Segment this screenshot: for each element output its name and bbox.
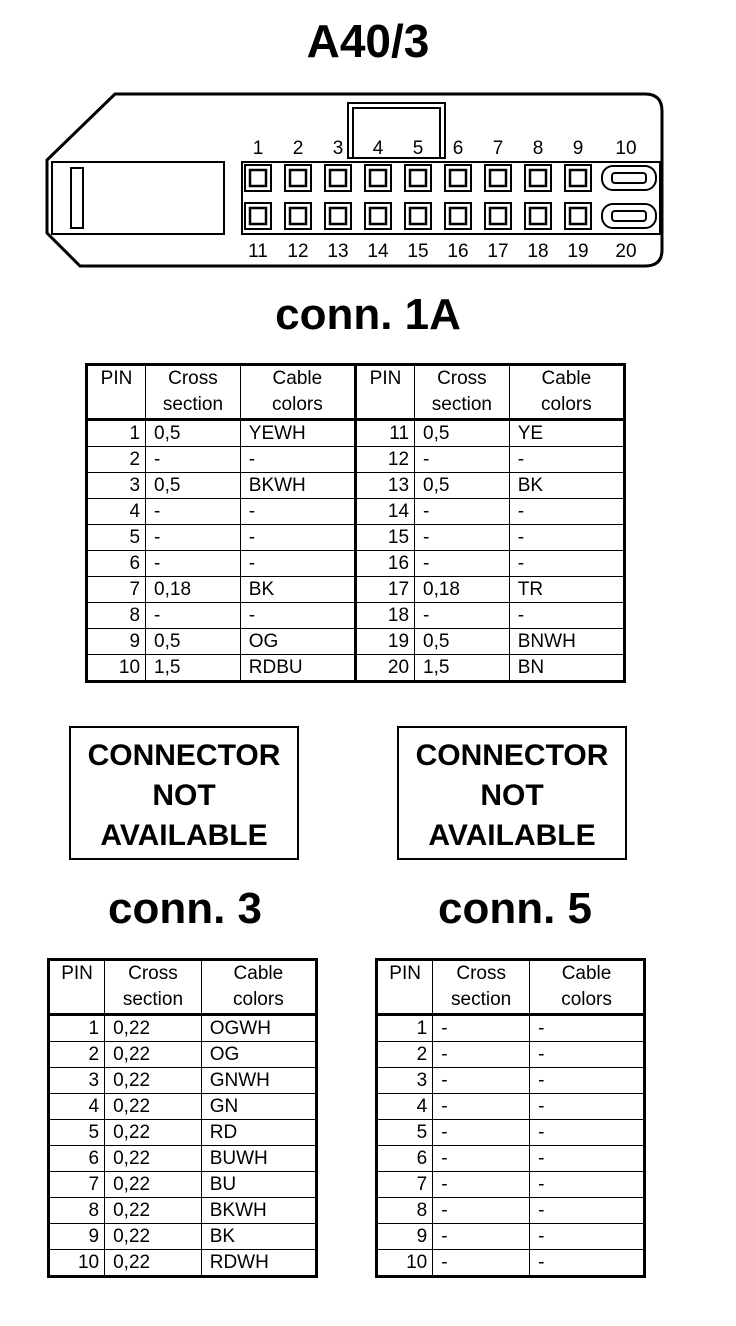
cable-color-cell: GN: [201, 1094, 316, 1120]
cable-color-cell: BU: [201, 1172, 316, 1198]
table-row: [49, 1042, 317, 1068]
pin-number-label: 17: [487, 241, 509, 262]
cross-section-cell: -: [433, 1068, 530, 1094]
cable-color-cell: -: [530, 1146, 645, 1172]
conn-3-label: conn. 3: [107, 884, 263, 933]
pin-number-cell: 4: [377, 1094, 433, 1120]
cross-section-cell: -: [146, 499, 241, 525]
cross-section-cell: -: [146, 551, 241, 577]
header-pin: PIN: [49, 960, 105, 1015]
cable-color-cell: -: [240, 525, 355, 551]
pin-number-cell: 2: [87, 447, 146, 473]
not-available-text: AVAILABLE: [428, 819, 596, 852]
pin-number-cell: 1: [377, 1015, 433, 1042]
pin-number-label: 12: [287, 241, 309, 262]
cable-color-cell: -: [509, 499, 624, 525]
pin-number-label: 6: [452, 138, 464, 159]
pin-number-label: 16: [447, 241, 469, 262]
pin-number-label: 2: [292, 138, 304, 159]
cross-section-cell: 1,5: [146, 655, 241, 682]
table-row: [49, 1250, 317, 1277]
conn-5-label: conn. 5: [437, 884, 593, 933]
pin-number-cell: 10: [377, 1250, 433, 1277]
cross-section-cell: 0,5: [146, 473, 241, 499]
pin-number-cell: 9: [87, 629, 146, 655]
pin-cavity-inner: [290, 170, 306, 186]
cross-section-cell: 0,22: [105, 1015, 202, 1042]
pin-cavity-inner: [330, 170, 346, 186]
pin-number-cell: 17: [355, 577, 414, 603]
power-pin-cavity: [602, 204, 656, 228]
pin-number-cell: 1: [87, 420, 146, 447]
pin-number-label: 10: [615, 138, 637, 159]
table-header-row: [87, 365, 625, 420]
table-header-row: [377, 960, 645, 1015]
pin-number-cell: 10: [49, 1250, 105, 1277]
cable-color-cell: RD: [201, 1120, 316, 1146]
pin-number-cell: 4: [49, 1094, 105, 1120]
cable-color-cell: BNWH: [509, 629, 624, 655]
pin-number-label: 3: [332, 138, 344, 159]
cross-section-cell: -: [415, 603, 510, 629]
cross-section-cell: -: [146, 447, 241, 473]
pin-number-cell: 11: [355, 420, 414, 447]
table-row: [49, 1068, 317, 1094]
pin-number-cell: 9: [377, 1224, 433, 1250]
cable-color-cell: -: [530, 1015, 645, 1042]
pin-number-cell: 8: [49, 1198, 105, 1224]
cable-color-cell: OGWH: [201, 1015, 316, 1042]
table-header-row: [49, 960, 317, 1015]
header-cross-section: Cross section: [415, 365, 510, 420]
table-row: [87, 525, 625, 551]
cable-color-cell: BKWH: [240, 473, 355, 499]
cable-color-cell: YEWH: [240, 420, 355, 447]
cross-section-cell: -: [433, 1120, 530, 1146]
pin-number-cell: 5: [87, 525, 146, 551]
pin-number-cell: 6: [87, 551, 146, 577]
header-cross-section: Cross section: [146, 365, 241, 420]
cross-section-cell: -: [433, 1224, 530, 1250]
cross-section-cell: 0,5: [415, 420, 510, 447]
cross-section-cell: 0,22: [105, 1094, 202, 1120]
cable-color-cell: -: [530, 1172, 645, 1198]
cable-color-cell: BK: [509, 473, 624, 499]
header-cable-colors: Cable colors: [509, 365, 624, 420]
pin-number-cell: 18: [355, 603, 414, 629]
not-available-text: AVAILABLE: [100, 819, 268, 852]
cross-section-cell: -: [433, 1198, 530, 1224]
power-pin-cavity: [602, 166, 656, 190]
table-row: [87, 603, 625, 629]
connector-not-available-box-5: [397, 726, 627, 860]
header-cable-colors: Cable colors: [201, 960, 316, 1015]
not-available-text: CONNECTOR: [415, 739, 609, 772]
table-row: [87, 499, 625, 525]
pin-number-label: 7: [492, 138, 504, 159]
cable-color-cell: -: [530, 1068, 645, 1094]
cable-color-cell: -: [509, 603, 624, 629]
pin-cavity-inner: [410, 208, 426, 224]
cable-color-cell: TR: [509, 577, 624, 603]
cable-color-cell: -: [240, 447, 355, 473]
table-row: [377, 1224, 645, 1250]
pin-number-label: 11: [248, 241, 268, 262]
table-row: [49, 1094, 317, 1120]
conn-5-table: [375, 958, 646, 1278]
pin-number-cell: 10: [87, 655, 146, 682]
cross-section-cell: 0,5: [415, 473, 510, 499]
pin-number-cell: 7: [377, 1172, 433, 1198]
pin-number-cell: 12: [355, 447, 414, 473]
cable-color-cell: -: [240, 551, 355, 577]
cable-color-cell: BK: [201, 1224, 316, 1250]
cable-color-cell: -: [530, 1042, 645, 1068]
table-row: [377, 1172, 645, 1198]
table-row: [49, 1120, 317, 1146]
table-row: [87, 551, 625, 577]
pin-cavity-inner: [330, 208, 346, 224]
cross-section-cell: -: [146, 603, 241, 629]
pin-number-cell: 1: [49, 1015, 105, 1042]
pin-number-cell: 15: [355, 525, 414, 551]
cross-section-cell: -: [146, 525, 241, 551]
cable-color-cell: -: [240, 499, 355, 525]
pin-cavity-inner: [530, 170, 546, 186]
table-row: [87, 447, 625, 473]
cable-color-cell: -: [530, 1120, 645, 1146]
pin-number-cell: 8: [377, 1198, 433, 1224]
pin-number-label: 20: [615, 241, 637, 262]
top-pin-cavities: [245, 165, 656, 191]
table-row: [87, 420, 625, 447]
pin-number-cell: 6: [377, 1146, 433, 1172]
pin-number-label: 19: [567, 241, 589, 262]
header-cable-colors: Cable colors: [530, 960, 645, 1015]
cross-section-cell: -: [433, 1172, 530, 1198]
cross-section-cell: -: [415, 447, 510, 473]
table-row: [377, 1015, 645, 1042]
not-available-text: NOT: [480, 779, 544, 812]
table-row: [87, 473, 625, 499]
cable-color-cell: OG: [240, 629, 355, 655]
not-available-text: CONNECTOR: [87, 739, 281, 772]
table-row: [87, 655, 625, 682]
cross-section-cell: 0,22: [105, 1250, 202, 1277]
pin-number-label: 5: [412, 138, 424, 159]
power-pin-cavity-inner: [612, 211, 646, 221]
table-row: [49, 1198, 317, 1224]
pin-number-cell: 3: [377, 1068, 433, 1094]
table-row: [87, 577, 625, 603]
connector-diagram: [0, 0, 736, 280]
pin-number-cell: 14: [355, 499, 414, 525]
cable-color-cell: BK: [240, 577, 355, 603]
cross-section-cell: 0,5: [146, 629, 241, 655]
conn-1a-label: conn. 1A: [275, 290, 461, 339]
table-row: [377, 1146, 645, 1172]
pin-number-label: 15: [407, 241, 429, 262]
pin-number-label: 18: [527, 241, 549, 262]
pin-cavity-inner: [490, 208, 506, 224]
pin-number-label: 13: [327, 241, 349, 262]
table-row: [377, 1250, 645, 1277]
cable-color-cell: -: [530, 1224, 645, 1250]
pin-cavity-inner: [250, 208, 266, 224]
cable-color-cell: -: [530, 1094, 645, 1120]
cable-color-cell: -: [530, 1250, 645, 1277]
cable-color-cell: BKWH: [201, 1198, 316, 1224]
pin-cavity-inner: [490, 170, 506, 186]
cable-color-cell: YE: [509, 420, 624, 447]
power-pin-cavity-inner: [612, 173, 646, 183]
pin-number-label: 8: [532, 138, 544, 159]
pin-cavity-inner: [410, 170, 426, 186]
cable-color-cell: GNWH: [201, 1068, 316, 1094]
cross-section-cell: -: [415, 551, 510, 577]
cable-color-cell: -: [509, 551, 624, 577]
pin-number-cell: 7: [87, 577, 146, 603]
header-cable-colors: Cable colors: [240, 365, 355, 420]
cross-section-cell: 0,22: [105, 1120, 202, 1146]
table-row: [377, 1068, 645, 1094]
pin-number-cell: 4: [87, 499, 146, 525]
cross-section-cell: -: [433, 1094, 530, 1120]
table-row: [377, 1120, 645, 1146]
conn-1a-table: [85, 363, 626, 683]
cross-section-cell: 0,5: [146, 420, 241, 447]
cross-section-cell: -: [433, 1042, 530, 1068]
pin-number-cell: 3: [49, 1068, 105, 1094]
cable-color-cell: -: [240, 603, 355, 629]
cable-color-cell: BUWH: [201, 1146, 316, 1172]
pin-cavity-inner: [570, 208, 586, 224]
pin-cavity-inner: [530, 208, 546, 224]
pin-cavity-inner: [370, 170, 386, 186]
table-row: [49, 1015, 317, 1042]
pin-number-cell: 2: [377, 1042, 433, 1068]
cross-section-cell: 0,18: [415, 577, 510, 603]
conn-3-table: [47, 958, 318, 1278]
pin-cavity-inner: [370, 208, 386, 224]
pin-number-cell: 7: [49, 1172, 105, 1198]
pin-number-cell: 6: [49, 1146, 105, 1172]
cross-section-cell: 0,22: [105, 1198, 202, 1224]
pin-number-label: 14: [367, 241, 389, 262]
cross-section-cell: 0,22: [105, 1146, 202, 1172]
page-title: A40/3: [306, 15, 430, 67]
table-row: [49, 1224, 317, 1250]
cross-section-cell: 0,22: [105, 1172, 202, 1198]
cross-section-cell: -: [415, 499, 510, 525]
cross-section-cell: 0,22: [105, 1042, 202, 1068]
pin-cavity-inner: [450, 208, 466, 224]
cable-color-cell: -: [530, 1198, 645, 1224]
pin-number-cell: 8: [87, 603, 146, 629]
cross-section-cell: 1,5: [415, 655, 510, 682]
pin-cavity-inner: [570, 170, 586, 186]
table-row: [377, 1094, 645, 1120]
cross-section-cell: -: [415, 525, 510, 551]
pin-number-cell: 2: [49, 1042, 105, 1068]
not-available-text: NOT: [152, 779, 216, 812]
cross-section-cell: 0,18: [146, 577, 241, 603]
pin-number-label: 9: [572, 138, 584, 159]
cable-color-cell: -: [509, 525, 624, 551]
pin-number-cell: 5: [377, 1120, 433, 1146]
pin-cavity-inner: [450, 170, 466, 186]
header-pin: PIN: [377, 960, 433, 1015]
cross-section-cell: -: [433, 1250, 530, 1277]
header-cross-section: Cross section: [433, 960, 530, 1015]
cable-color-cell: RDBU: [240, 655, 355, 682]
cross-section-cell: 0,5: [415, 629, 510, 655]
table-row: [87, 629, 625, 655]
pin-number-cell: 20: [355, 655, 414, 682]
cross-section-cell: 0,22: [105, 1068, 202, 1094]
pin-cavity-inner: [290, 208, 306, 224]
pin-cavity-inner: [250, 170, 266, 186]
cross-section-cell: -: [433, 1015, 530, 1042]
bottom-pin-cavities: [245, 203, 656, 229]
header-pin: PIN: [87, 365, 146, 420]
header-cross-section: Cross section: [105, 960, 202, 1015]
pin-number-label: 4: [372, 138, 384, 159]
cable-color-cell: OG: [201, 1042, 316, 1068]
cable-color-cell: BN: [509, 655, 624, 682]
cable-color-cell: RDWH: [201, 1250, 316, 1277]
table-row: [49, 1172, 317, 1198]
pin-number-cell: 13: [355, 473, 414, 499]
cross-section-cell: 0,22: [105, 1224, 202, 1250]
pin-number-label: 1: [252, 138, 264, 159]
header-pin: PIN: [355, 365, 414, 420]
pin-number-cell: 19: [355, 629, 414, 655]
cable-color-cell: -: [509, 447, 624, 473]
pin-number-cell: 16: [355, 551, 414, 577]
pin-number-cell: 5: [49, 1120, 105, 1146]
table-row: [49, 1146, 317, 1172]
table-row: [377, 1198, 645, 1224]
bottom-pin-numbers: [248, 241, 636, 262]
table-row: [377, 1042, 645, 1068]
pin-number-cell: 3: [87, 473, 146, 499]
connector-not-available-box-3: [69, 726, 299, 860]
cross-section-cell: -: [433, 1146, 530, 1172]
pin-number-cell: 9: [49, 1224, 105, 1250]
